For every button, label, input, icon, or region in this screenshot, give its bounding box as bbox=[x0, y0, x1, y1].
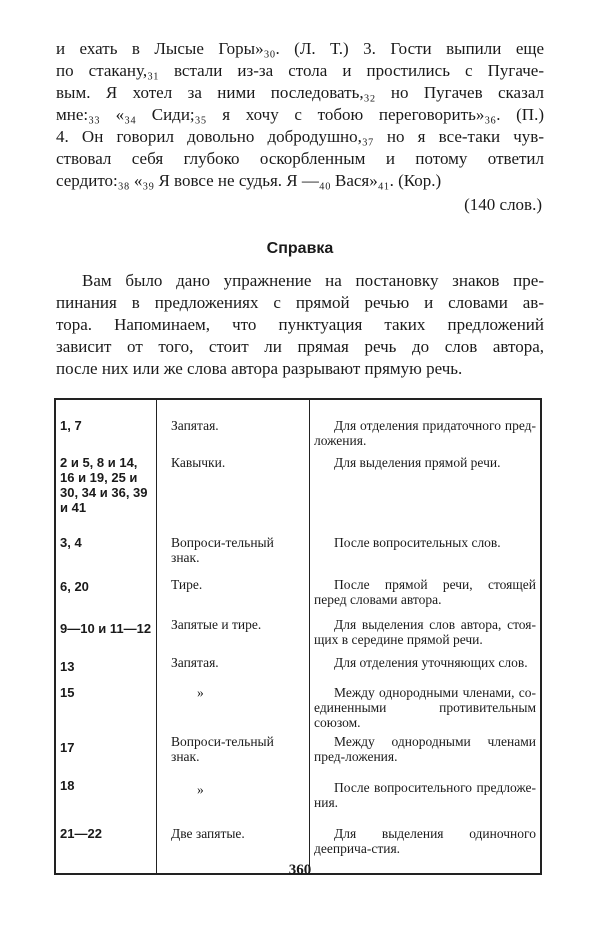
rule-text: Для выделения одиночного дееприча-стия. bbox=[310, 816, 542, 874]
punctuation-sign: Запятые и тире. bbox=[157, 611, 310, 651]
text-line: сердито:₃₈ «₃₉ Я вовсе не судья. Я —₄₀ Вася»₄₁. (Кор.) bbox=[56, 171, 442, 190]
punctuation-sign: Запятая. bbox=[157, 651, 310, 677]
word-count: (140 слов.) bbox=[464, 195, 542, 214]
ditto-mark: » bbox=[157, 772, 310, 816]
punctuation-sign: Две запятые. bbox=[157, 816, 310, 874]
rule-text: Между однородными членами пред-ложения. bbox=[310, 730, 542, 772]
punctuation-sign: Запятая. bbox=[157, 399, 310, 449]
text-line: и ехать в Лысые Горы»₃₀. (Л. Т.) 3. Гости выпили еще bbox=[56, 39, 544, 58]
table-row bbox=[55, 399, 541, 449]
table-row bbox=[55, 651, 541, 677]
punctuation-sign: Вопроси-тельный знак. bbox=[157, 531, 310, 571]
section-title: Справка bbox=[266, 240, 334, 257]
rule-text: После вопросительного предложе-ния. bbox=[310, 772, 542, 816]
rule-text: Для выделения прямой речи. bbox=[310, 449, 542, 531]
table-row bbox=[55, 730, 541, 772]
table-row bbox=[55, 449, 541, 531]
rule-text: Для отделения придаточного пред-ложения. bbox=[310, 399, 542, 449]
page-number: 360 bbox=[288, 862, 312, 878]
sentence-numbers: 21—22 bbox=[55, 816, 157, 874]
text-line: 4. Он говорил довольно добродушно,₃₇ но я все-таки чув- bbox=[56, 127, 544, 146]
text-line: зависит от того, стоит ли прямая речь до слов автора, bbox=[56, 337, 544, 356]
sentence-numbers: 3, 4 bbox=[55, 531, 157, 571]
sentence-numbers: 17 bbox=[55, 730, 157, 772]
sentence-numbers: 2 и 5, 8 и 14, 16 и 19, 25 и 30, 34 и 36, 39 и 41 bbox=[55, 449, 157, 531]
sentence-numbers: 1, 7 bbox=[55, 399, 157, 449]
text-line: ствовал себя глубоко оскорбленным и потому ответил bbox=[56, 149, 544, 168]
ditto-mark: » bbox=[157, 677, 310, 730]
punctuation-sign: Вопроси-тельный знак. bbox=[157, 730, 310, 772]
table-row bbox=[55, 677, 541, 730]
table-row bbox=[55, 611, 541, 651]
text-line: по стакану,₃₁ встали из-за стола и простились с Пугаче- bbox=[56, 61, 544, 80]
rule-text: Для отделения уточняющих слов. bbox=[310, 651, 542, 677]
sentence-numbers: 15 bbox=[55, 677, 157, 730]
reference-paragraph bbox=[56, 270, 544, 380]
sentence-numbers: 6, 20 bbox=[55, 571, 157, 611]
punctuation-reference-table bbox=[54, 398, 542, 875]
text-line: пинания в предложениях с прямой речью и словами ав- bbox=[56, 293, 544, 312]
sentence-numbers: 9—10 и 11—12 bbox=[55, 611, 157, 651]
punctuation-sign: Тире. bbox=[157, 571, 310, 611]
rule-text: После прямой речи, стоящей перед словами автора. bbox=[310, 571, 542, 611]
rule-text: Между однородными членами, со-единенными противительным союзом. bbox=[310, 677, 542, 730]
sentence-numbers: 18 bbox=[55, 772, 157, 816]
table-row bbox=[55, 531, 541, 571]
text-line: тора. Напоминаем, что пунктуация таких предложений bbox=[56, 315, 544, 334]
table-row bbox=[55, 772, 541, 816]
rule-text: После вопросительных слов. bbox=[310, 531, 542, 571]
punctuation-sign: Кавычки. bbox=[157, 449, 310, 531]
text-line: Вам было дано упражнение на постановку знаков пре- bbox=[82, 271, 544, 290]
rule-text: Для выделения слов автора, стоя-щих в середине прямой речи. bbox=[310, 611, 542, 651]
continuation-paragraph bbox=[56, 38, 544, 192]
text-line: после них или же слова автора разрывают прямую речь. bbox=[56, 359, 463, 378]
sentence-numbers: 13 bbox=[55, 651, 157, 677]
text-line: вым. Я хотел за ними последовать,₃₂ но Пугачев сказал bbox=[56, 83, 544, 102]
table-row bbox=[55, 571, 541, 611]
text-line: мне:₃₃ «₃₄ Сиди;₃₅ я хочу с тобою переговорить»₃₆. (П.) bbox=[56, 105, 544, 124]
